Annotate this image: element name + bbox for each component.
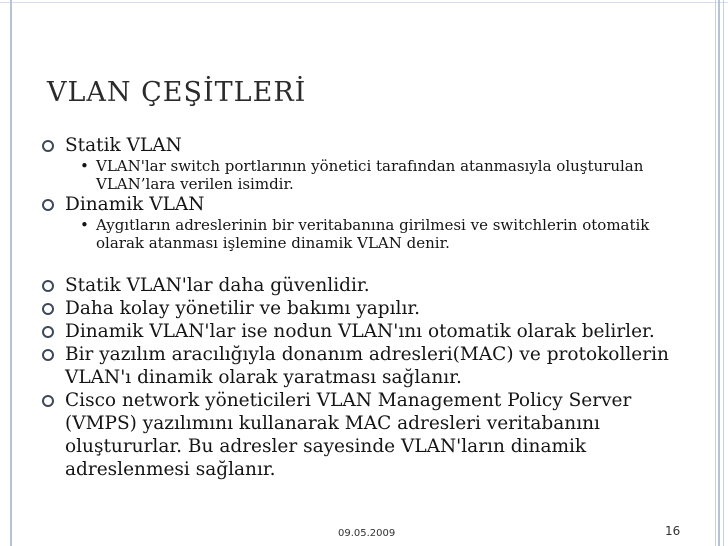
ring-bullet-icon xyxy=(42,140,54,152)
slide-content xyxy=(40,134,698,481)
ring-bullet-icon xyxy=(42,280,54,292)
list-item-text: Cisco network yöneticileri VLAN Management Policy Server (VMPS) yazılımını kullanarak MAC adresleri veritabanını oluştururlar. Bu adresler sayesinde VLAN'ların dinamik adreslenmesi sağlanır. xyxy=(65,390,632,480)
list-item-text: Dinamik VLAN xyxy=(65,194,205,215)
list-item xyxy=(40,297,698,320)
ring-bullet-icon xyxy=(42,303,54,315)
slide-number: 16 xyxy=(665,524,681,538)
list-item xyxy=(40,193,698,216)
list-item-text: Bir yazılım aracılığıyla donanım adresleri(MAC) ve protokollerin VLAN'ı dinamik olarak yaratması sağlanır. xyxy=(65,344,669,388)
top-border xyxy=(0,2,728,3)
right-border-outer xyxy=(723,0,724,546)
ring-bullet-icon xyxy=(42,395,54,407)
sub-list-item xyxy=(40,216,698,252)
list-item-text: Statik VLAN xyxy=(65,135,182,156)
ring-bullet-icon xyxy=(42,326,54,338)
dot-bullet-icon: • xyxy=(80,216,89,234)
list-item xyxy=(40,389,698,481)
sub-list-item-text: Aygıtların adreslerinin bir veritabanına girilmesi ve switchlerin otomatik olarak atanması işlemine dinamik VLAN denir. xyxy=(96,216,650,252)
list-item xyxy=(40,274,698,297)
sub-list-item-text: VLAN'lar switch portlarının yönetici tarafından atanmasıyla oluşturulan VLAN’lara verilen isimdir. xyxy=(96,157,644,193)
right-border-inner xyxy=(715,0,716,546)
ring-bullet-icon xyxy=(42,199,54,211)
list-item-text: Daha kolay yönetilir ve bakımı yapılır. xyxy=(65,298,421,319)
list-item-text: Dinamik VLAN'lar ise nodun VLAN'ını otomatik olarak belirler. xyxy=(65,321,655,342)
ring-bullet-icon xyxy=(42,349,54,361)
dot-bullet-icon: • xyxy=(80,157,89,175)
spacer xyxy=(40,252,698,274)
right-border-middle xyxy=(718,0,720,546)
sub-list-item xyxy=(40,157,698,193)
list-item xyxy=(40,320,698,343)
left-border xyxy=(10,0,12,546)
list-item xyxy=(40,134,698,157)
footer-date: 09.05.2009 xyxy=(338,528,396,539)
list-item-text: Statik VLAN'lar daha güvenlidir. xyxy=(65,275,370,296)
slide-title: VLAN ÇEŞİTLERİ xyxy=(47,77,307,108)
list-item xyxy=(40,343,698,389)
